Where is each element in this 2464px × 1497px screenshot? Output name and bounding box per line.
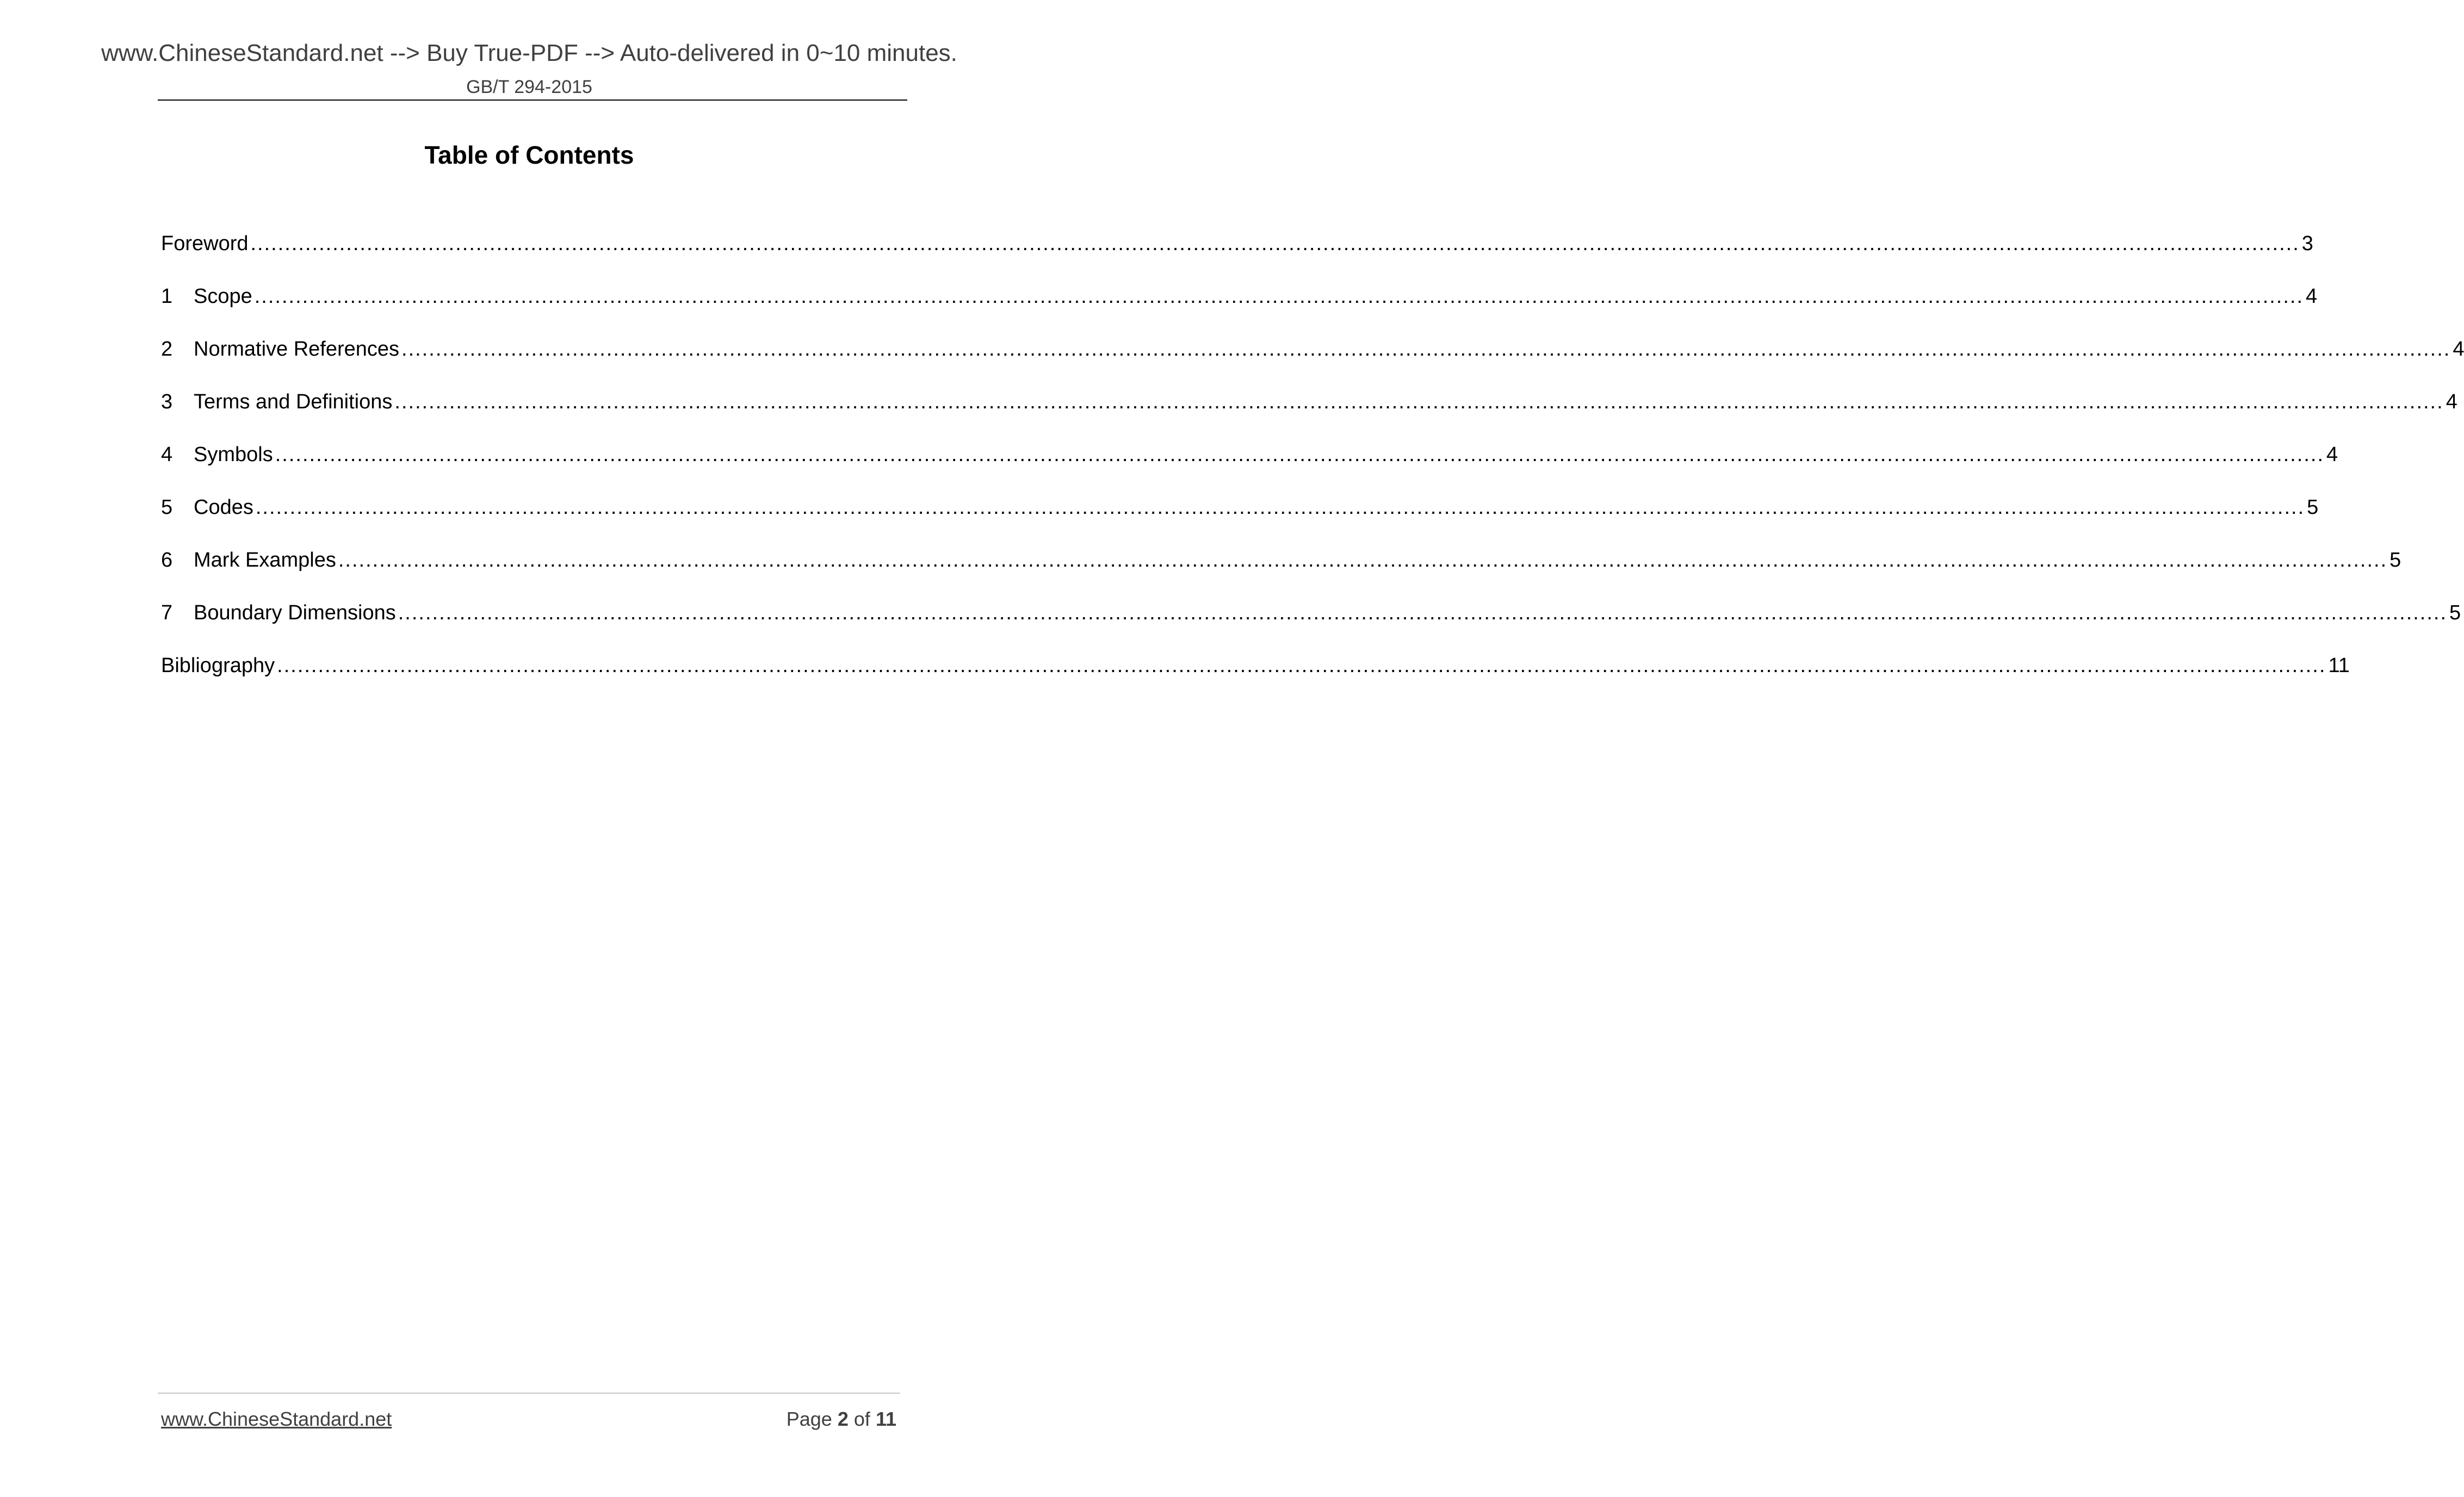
toc-entry-label: Foreword (161, 232, 249, 255)
document-code: GB/T 294-2015 (466, 77, 592, 97)
toc-entry-page: 4 (2326, 443, 2338, 466)
toc-entry-label: Terms and Definitions (194, 390, 393, 413)
toc-entry-label: Mark Examples (194, 549, 336, 572)
toc-entry-page: 5 (2307, 496, 2319, 519)
toc-entry-number: 3 (161, 390, 173, 413)
toc-leader-dots: ............................................................................................................................................................................................................................................................................................................ (277, 654, 2326, 677)
toc-leader-dots: ............................................................................................................................................................................................................................................................................................................ (255, 496, 2305, 519)
toc-entry-page: 4 (2306, 285, 2318, 308)
toc-leader-dots: ............................................................................................................................................................................................................................................................................................................ (401, 338, 2451, 361)
toc-entry-label: Scope (194, 285, 252, 308)
page-of: of (853, 1408, 870, 1430)
toc-entry-label: Bibliography (161, 654, 275, 677)
toc-entry-mark-examples[interactable] (161, 544, 2401, 597)
toc-entry-number: 7 (161, 601, 173, 624)
toc-entry-codes[interactable] (161, 491, 2319, 544)
toc-entry-terms-and-definitions[interactable] (161, 386, 2457, 438)
toc-leader-dots: ............................................................................................................................................................................................................................................................................................................ (250, 232, 2300, 255)
toc-leader-dots: ............................................................................................................................................................................................................................................................................................................ (338, 549, 2388, 572)
toc-entry-number: 2 (161, 338, 173, 361)
toc-entry-symbols[interactable] (161, 438, 2338, 491)
toc-entry-number: 6 (161, 549, 173, 572)
toc-leader-dots: ............................................................................................................................................................................................................................................................................................................ (398, 601, 2448, 624)
toc-entry-page: 5 (2449, 601, 2461, 624)
current-page-number: 2 (837, 1408, 849, 1430)
toc-entry-page: 3 (2301, 232, 2313, 255)
header-divider (158, 100, 907, 101)
toc-leader-dots: ............................................................................................................................................................................................................................................................................................................ (394, 390, 2444, 413)
table-of-contents (161, 227, 2464, 702)
total-page-count: 11 (875, 1408, 896, 1430)
toc-entry-bibliography[interactable] (161, 649, 2350, 702)
toc-entry-label: Normative References (194, 338, 400, 361)
toc-entry-label: Boundary Dimensions (194, 601, 396, 624)
toc-entry-normative-references[interactable] (161, 333, 2464, 386)
toc-entry-boundary-dimensions[interactable] (161, 597, 2461, 649)
toc-leader-dots: ............................................................................................................................................................................................................................................................................................................ (275, 443, 2325, 466)
toc-entry-scope[interactable] (161, 280, 2318, 333)
footer-website-link[interactable]: www.ChineseStandard.net (161, 1408, 392, 1430)
toc-entry-number: 5 (161, 496, 173, 519)
toc-entry-number: 4 (161, 443, 173, 466)
toc-entry-page: 4 (2446, 390, 2457, 413)
toc-entry-foreword[interactable] (161, 227, 2313, 280)
toc-entry-page: 11 (2328, 654, 2350, 677)
toc-title: Table of Contents (424, 141, 634, 169)
toc-entry-page: 5 (2389, 549, 2401, 572)
footer-divider (158, 1393, 900, 1394)
toc-entry-number: 1 (161, 285, 173, 308)
toc-entry-label: Codes (194, 496, 253, 519)
page-indicator (787, 1407, 896, 1431)
toc-entry-page: 4 (2453, 338, 2464, 361)
header-banner: www.ChineseStandard.net --> Buy True-PDF --> Auto-delivered in 0~10 minutes. (101, 40, 957, 66)
toc-leader-dots: ............................................................................................................................................................................................................................................................................................................ (254, 285, 2304, 308)
page-prefix: Page (786, 1408, 832, 1430)
toc-entry-label: Symbols (194, 443, 273, 466)
